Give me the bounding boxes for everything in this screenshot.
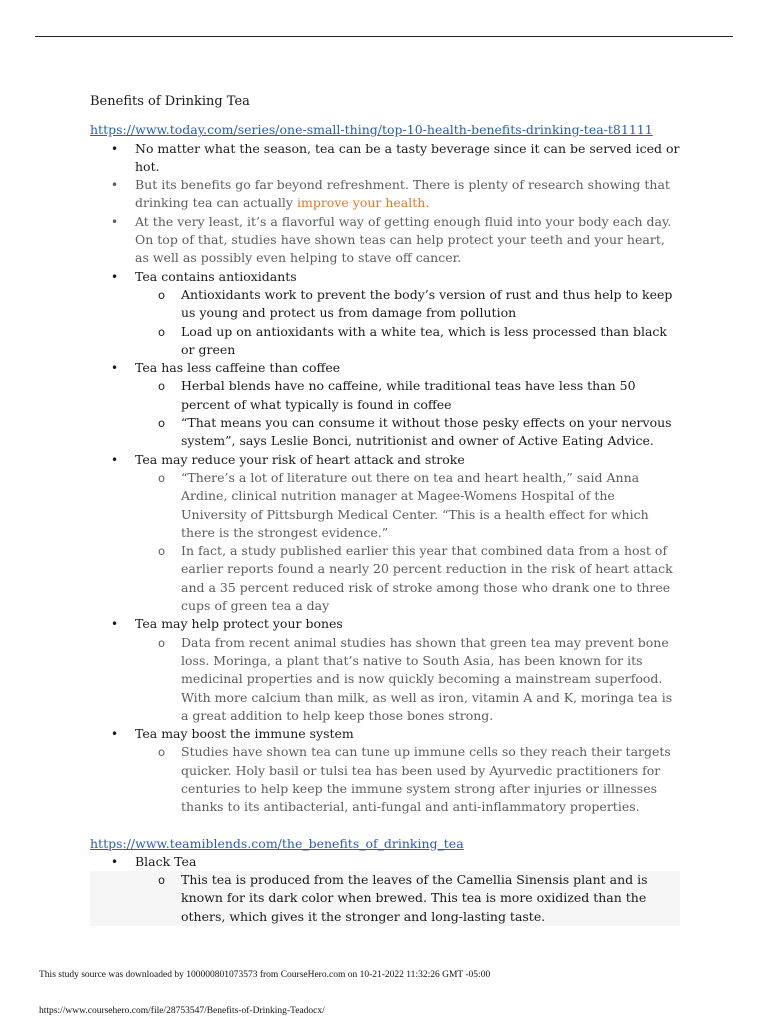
sub-list-item: o Load up on antioxidants with a white tea, which is less processed than black or green <box>90 323 680 360</box>
source-url-footer[interactable]: https://www.coursehero.com/file/28753547/Benefits-of-Drinking-Teadocx/ <box>39 1006 325 1016</box>
sub-list <box>135 871 680 926</box>
list-item-heading: • Tea has less caffeine than coffee <box>135 360 341 376</box>
sub-list <box>135 286 680 359</box>
list-item-heading: • Black Tea <box>135 853 197 869</box>
sub-list <box>135 377 680 450</box>
list-item-heading: • Tea may boost the immune system <box>135 726 354 742</box>
sub-list-item: o Herbal blends have no caffeine, while traditional teas have less than 50 percent of what typically is found in coffee <box>90 377 680 414</box>
improve-health-link[interactable]: improve your health. <box>296 195 430 211</box>
sub-list-item: o Data from recent animal studies has shown that green tea may prevent bone loss. Moringa, a plant that’s native to South Asia, has been known for its medicinal properties and is now quickly becoming a mainstream superfood. With more calcium than milk, as well as iron, vitamin A and K, moringa tea is a great addition to help keep those bones strong. <box>90 634 680 725</box>
sub-list-item: o Antioxidants work to prevent the body’s version of rust and thus help to keep us young and protect us from damage from pollution <box>90 286 680 323</box>
bullet-list-teami <box>90 853 680 926</box>
list-item <box>90 176 680 213</box>
list-item <box>90 359 680 450</box>
download-notice: This study source was downloaded by 100000801073573 from CourseHero.com on 10-21-2022 11:32:26 GMT -05:00 <box>39 970 491 980</box>
list-item <box>90 615 680 725</box>
bullet-list-today <box>90 140 680 817</box>
sub-list <box>135 634 680 725</box>
list-item <box>90 451 680 616</box>
sub-list <box>135 743 680 816</box>
sub-list-item: o “That means you can consume it without those pesky effects on your nervous system”, says Leslie Bonci, nutritionist and owner of Active Eating Advice. <box>90 414 680 451</box>
list-item-text: But its benefits go far beyond refreshment. There is plenty of research showing that drinking tea can actually <box>135 177 670 211</box>
list-item: • No matter what the season, tea can be a tasty beverage since it can be served iced or hot. <box>90 140 680 177</box>
sub-list-item: o “There’s a lot of literature out there on tea and heart health,” said Anna Ardine, clinical nutrition manager at Magee-Womens Hospital of the University of Pittsburgh Medical Center. “This is a health effect for which there is the strongest evidence.” <box>90 469 680 542</box>
document-title: Benefits of Drinking Tea <box>90 94 250 109</box>
section-gap <box>90 817 680 835</box>
list-item-heading: • Tea contains antioxidants <box>135 268 297 284</box>
list-item <box>90 725 680 816</box>
source-link-teami[interactable]: https://www.teamiblends.com/the_benefits_of_drinking_tea <box>90 835 464 851</box>
sub-list-item: o This tea is produced from the leaves of the Camellia Sinensis plant and is known for its dark color when brewed. This tea is more oxidized than the others, which gives it the stronger and long-lasting taste. <box>90 871 680 926</box>
sub-list <box>135 469 680 615</box>
document-body <box>90 93 680 926</box>
list-item-heading: • Tea may help protect your bones <box>135 616 343 632</box>
list-item <box>90 853 680 926</box>
source-link-today[interactable]: https://www.today.com/series/one-small-thing/top-10-health-benefits-drinking-tea-t81111 <box>90 122 653 138</box>
list-item-heading: • Tea may reduce your risk of heart attack and stroke <box>135 451 465 467</box>
list-item <box>90 268 680 359</box>
list-item: • At the very least, it’s a flavorful way of getting enough fluid into your body each day. On top of that, studies have shown teas can help protect your teeth and your heart, as well as possibly even helping to stave off cancer. <box>90 213 680 268</box>
page-top-rule <box>35 36 733 37</box>
sub-list-item: o Studies have shown tea can tune up immune cells so they reach their targets quicker. Holy basil or tulsi tea has been used by Ayurvedic practitioners for centuries to help keep the immune system strong after injuries or illnesses thanks to its antibacterial, anti-fungal and anti-inflammatory properties. <box>90 743 680 816</box>
sub-list-item: o In fact, a study published earlier this year that combined data from a host of earlier reports found a nearly 20 percent reduction in the risk of heart attack and a 35 percent reduced risk of stroke among those who drank one to three cups of green tea a day <box>90 542 680 615</box>
